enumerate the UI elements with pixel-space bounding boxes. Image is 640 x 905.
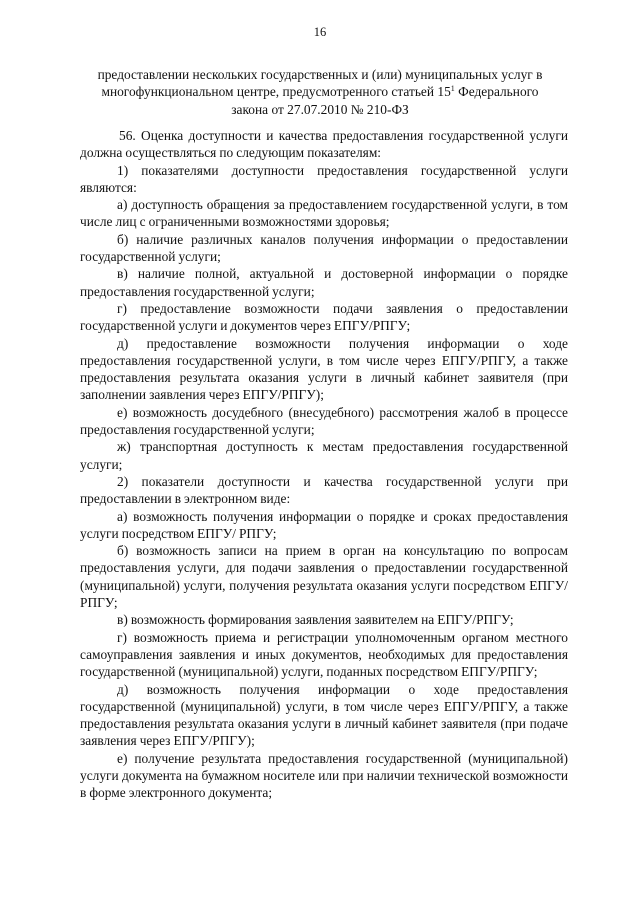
paragraph-1d: д) предоставление возможности получения информации о ходе предоставления государственной услуги, в том числе через ЕПГУ/РПГУ, а также предоставления результата оказания услуги в личный кабинет заявителя (при заполнении заявления через ЕПГУ/РПГУ); bbox=[80, 335, 568, 403]
paragraph-2d: д) возможность получения информации о ходе предоставления государственной (муниципальной) услуги, в том числе через ЕПГУ/РПГУ, а также предоставления результата оказания услуги в личный кабинет заявителя (при подаче заявления через ЕПГУ/РПГУ); bbox=[80, 681, 568, 749]
document-body bbox=[80, 127, 568, 802]
page-number: 16 bbox=[313, 25, 327, 39]
paragraph-2v: в) возможность формирования заявления заявителем на ЕПГУ/РПГУ; bbox=[117, 612, 514, 628]
paragraph-1b: б) наличие различных каналов получения информации о предоставлении государственной услуги; bbox=[80, 231, 568, 265]
section-heading bbox=[80, 66, 560, 118]
paragraph-1zh: ж) транспортная доступность к местам предоставления государственной услуги; bbox=[80, 439, 568, 472]
paragraph-2e: е) получение результата предоставления государственной (муниципальной) услуги документа на бумажном носителе или при наличии технической возможности в форме электронного документа; bbox=[80, 750, 568, 801]
paragraph-1g: г) предоставление возможности подачи заявления о предоставлении государственной услуги и документов через ЕПГУ/РПГУ; bbox=[80, 300, 568, 334]
heading-superscript: 1 bbox=[450, 84, 455, 94]
paragraph-1v: в) наличие полной, актуальной и достоверной информации о порядке предоставления государственной услуги; bbox=[80, 266, 568, 299]
heading-line-3: закона от 27.07.2010 № 210-ФЗ bbox=[231, 101, 409, 117]
heading-line-2-tail: Федерального bbox=[454, 84, 539, 100]
paragraph-2g: г) возможность приема и регистрации уполномоченным органом местного самоуправления заявления и иных документов, необходимых для предоставления государственной (муниципальной) услуги, поданных посредством ЕПГУ/РПГУ; bbox=[80, 629, 568, 680]
paragraph-item-1: 1) показателями доступности предоставления государственной услуги являются: bbox=[80, 162, 568, 195]
heading-line-2-text: многофункциональном центре, предусмотренного статьей 15 bbox=[101, 84, 451, 100]
paragraph-2b: б) возможность записи на прием в орган на консультацию по вопросам предоставления услуги, для подачи заявления о предоставлении государственной (муниципальной) услуги, получения результата оказания услуги посредством ЕПГУ/РПГУ; bbox=[80, 543, 568, 611]
paragraph-1a: а) доступность обращения за предоставлением государственной услуги, в том числе лиц с ограниченными возможностями здоровья; bbox=[80, 197, 568, 230]
paragraph-2a: а) возможность получения информации о порядке и сроках предоставления услуги посредством ЕПГУ/ РПГУ; bbox=[80, 508, 568, 541]
paragraph-56: 56. Оценка доступности и качества предоставления государственной услуги должна осуществляться по следующим показателям: bbox=[80, 128, 568, 161]
heading-line-2 bbox=[80, 83, 560, 100]
paragraph-item-2: 2) показатели доступности и качества государственной услуги при предоставлении в электронном виде: bbox=[80, 473, 568, 507]
heading-line-1: предоставлении нескольких государственных и (или) муниципальных услуг в bbox=[97, 67, 543, 82]
paragraph-1e: е) возможность досудебного (внесудебного) рассмотрения жалоб в процессе предоставления государственной услуги; bbox=[80, 404, 568, 438]
